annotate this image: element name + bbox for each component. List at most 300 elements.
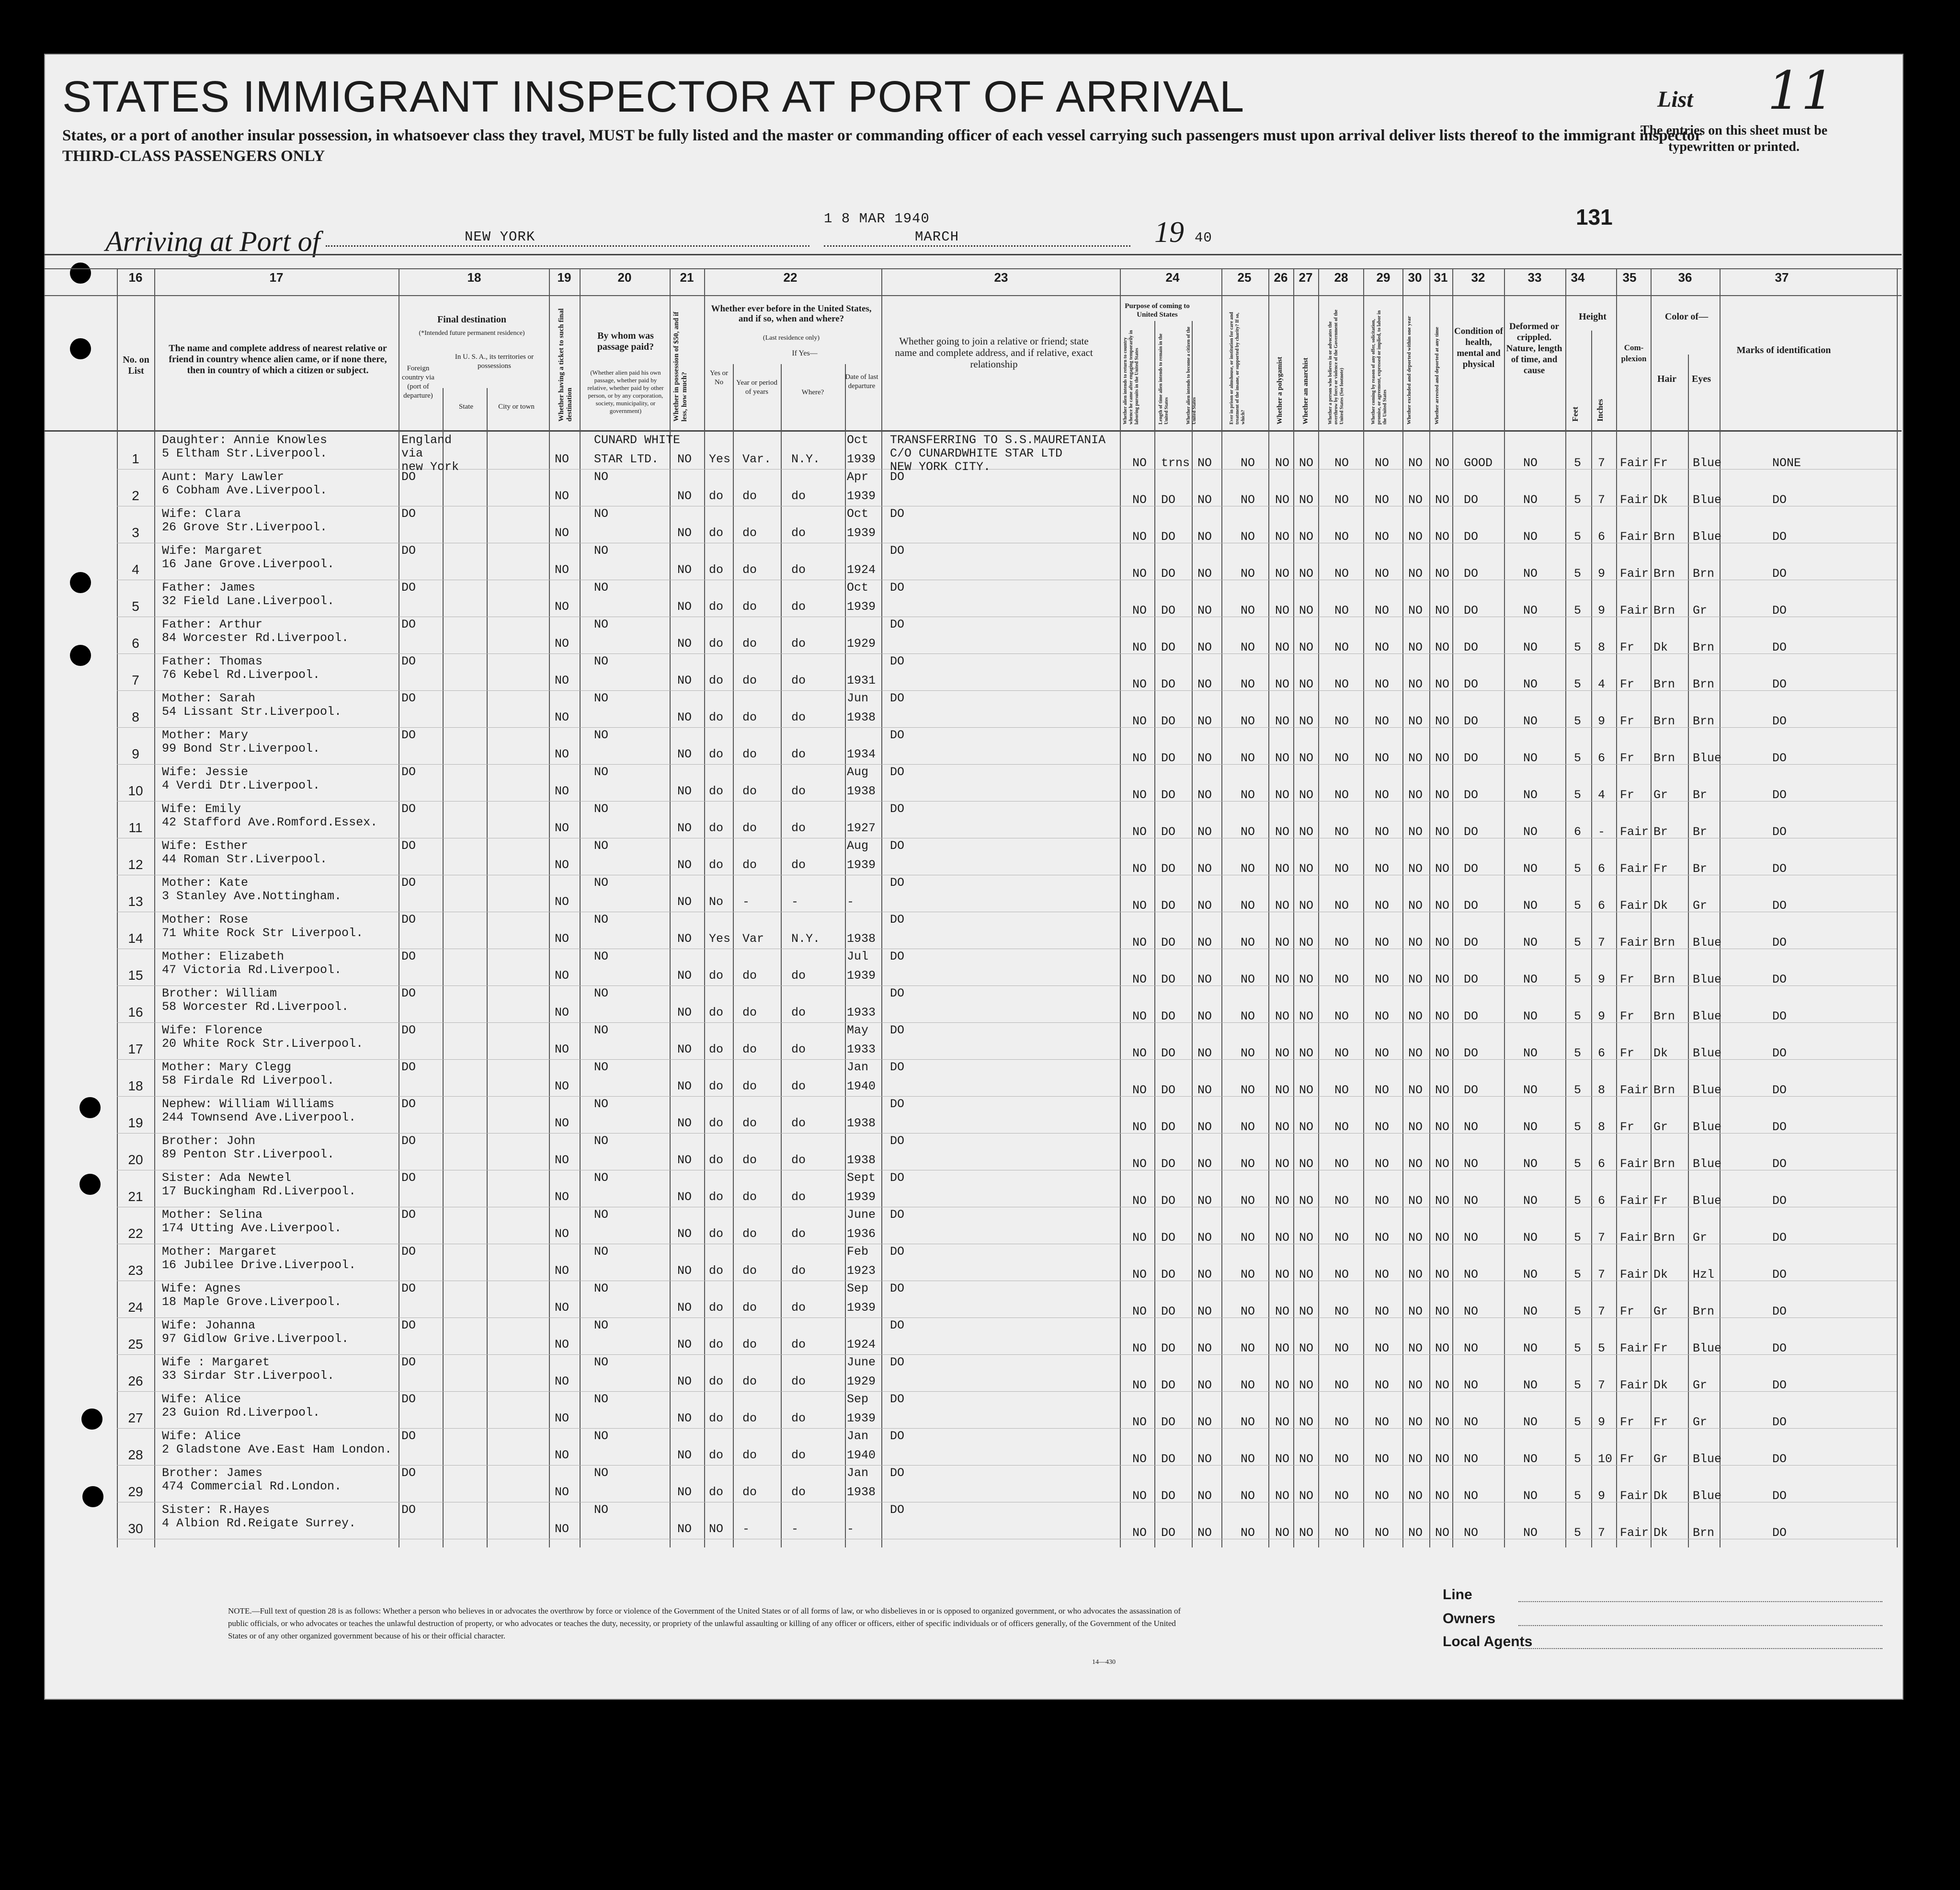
joining-value: DO xyxy=(890,1060,905,1074)
purpose-return: NO xyxy=(1132,1231,1147,1245)
foreign-country: England xyxy=(401,433,452,447)
departure-year: 1939 xyxy=(847,489,876,503)
ticket-value: NO xyxy=(555,489,570,503)
q28-value: NO xyxy=(1334,1120,1349,1134)
relative-name: Wife : Margaret xyxy=(162,1355,270,1369)
q29-value: NO xyxy=(1375,530,1390,544)
excluded-value: NO xyxy=(1408,1489,1423,1503)
prison-value: NO xyxy=(1241,1268,1255,1282)
purpose-citizen: NO xyxy=(1197,862,1212,876)
complexion-value: Fair xyxy=(1620,1083,1649,1097)
health-value: NO xyxy=(1464,1194,1479,1208)
sheet-number: 131 xyxy=(1576,205,1613,229)
height-feet: 5 xyxy=(1574,493,1582,507)
complexion-value: Fr xyxy=(1620,1046,1635,1060)
year-period-value: - xyxy=(742,1522,750,1536)
purpose-length: DO xyxy=(1161,1120,1176,1134)
ever-before-value: do xyxy=(709,1338,724,1352)
year-suffix: 40 xyxy=(1195,230,1212,246)
eyes-value: Brn xyxy=(1693,677,1715,691)
money-value: NO xyxy=(677,895,692,909)
column-number: 18 xyxy=(467,270,481,285)
height-feet: 5 xyxy=(1574,1452,1582,1466)
purpose-return: NO xyxy=(1132,714,1147,728)
anarchist-value: NO xyxy=(1299,530,1314,544)
height-inches: 7 xyxy=(1598,456,1606,470)
relative-address: 4 Verdi Dtr.Liverpool. xyxy=(162,779,320,792)
departure-month: Sept xyxy=(847,1171,876,1185)
q29-value: NO xyxy=(1375,936,1390,950)
eyes-value: Gr xyxy=(1693,899,1708,913)
deformed-value: NO xyxy=(1523,1194,1538,1208)
purpose-return: NO xyxy=(1132,936,1147,950)
eyes-value: Blue xyxy=(1693,751,1722,765)
height-feet: 5 xyxy=(1574,677,1582,691)
height-feet: 5 xyxy=(1574,456,1582,470)
q28-value: NO xyxy=(1334,751,1349,765)
prison-value: NO xyxy=(1241,567,1255,581)
where-value: do xyxy=(791,1153,806,1167)
complexion-value: Fair xyxy=(1620,1157,1649,1171)
deformed-value: NO xyxy=(1523,567,1538,581)
purpose-citizen: NO xyxy=(1197,751,1212,765)
money-value: NO xyxy=(677,747,692,761)
purpose-length: DO xyxy=(1161,1452,1176,1466)
header-final-destination: Final destination xyxy=(437,314,506,325)
q29-value: NO xyxy=(1375,1194,1390,1208)
ever-before-value: do xyxy=(709,1190,724,1204)
q29-value: NO xyxy=(1375,862,1390,876)
header-marks: Marks of identification xyxy=(1736,345,1831,355)
departure-year: 1938 xyxy=(847,1485,876,1499)
polygamist-value: NO xyxy=(1275,677,1290,691)
year-period-value: do xyxy=(742,1006,757,1019)
health-value: NO xyxy=(1464,1341,1479,1355)
hair-value: Fr xyxy=(1653,1341,1668,1355)
purpose-length: DO xyxy=(1161,1526,1176,1540)
relative-address: 89 Penton Str.Liverpool. xyxy=(162,1147,335,1161)
entries-note: The entries on this sheet must be typewritten or printed. xyxy=(1640,123,1828,154)
foreign-country: DO xyxy=(401,802,416,816)
health-value: DO xyxy=(1464,899,1479,913)
foreign-country: DO xyxy=(401,1060,416,1074)
row-number: 5 xyxy=(132,599,139,614)
eyes-value: Gr xyxy=(1693,1415,1708,1429)
height-feet: 5 xyxy=(1574,1157,1582,1171)
anarchist-value: NO xyxy=(1299,641,1314,654)
height-feet: 5 xyxy=(1574,530,1582,544)
foreign-country: DO xyxy=(401,986,416,1000)
purpose-length: DO xyxy=(1161,1341,1176,1355)
purpose-citizen: NO xyxy=(1197,825,1212,839)
height-feet: 5 xyxy=(1574,714,1582,728)
relative-address: 47 Victoria Rd.Liverpool. xyxy=(162,963,342,977)
ticket-value: NO xyxy=(555,1116,570,1130)
deported-value: NO xyxy=(1435,1341,1450,1355)
health-value: NO xyxy=(1464,1415,1479,1429)
row-number: 14 xyxy=(128,931,143,946)
money-value: NO xyxy=(677,858,692,872)
relative-address: 58 Worcester Rd.Liverpool. xyxy=(162,1000,349,1014)
year-period-value: Var xyxy=(742,932,764,946)
passage-paid: NO xyxy=(594,507,609,521)
foreign-country: DO xyxy=(401,839,416,853)
anarchist-value: NO xyxy=(1299,1009,1314,1023)
stamp-date: 1 8 MAR 1940 xyxy=(824,211,930,227)
row-number: 22 xyxy=(128,1226,143,1241)
excluded-value: NO xyxy=(1408,1305,1423,1318)
marks-value: DO xyxy=(1772,788,1787,802)
relative-name: Wife: Jessie xyxy=(162,765,249,779)
relative-name: Mother: Elizabeth xyxy=(162,950,285,963)
eyes-value: Hzl xyxy=(1693,1268,1715,1282)
eyes-value: Blue xyxy=(1693,1157,1722,1171)
purpose-length: DO xyxy=(1161,714,1176,728)
relative-address: 244 Townsend Ave.Liverpool. xyxy=(162,1111,356,1124)
departure-month: Jul xyxy=(847,950,869,963)
eyes-value: Blue xyxy=(1693,1083,1722,1097)
polygamist-value: NO xyxy=(1275,1046,1290,1060)
row-number: 12 xyxy=(128,857,143,872)
header-yes-no: Yes or No xyxy=(709,369,729,386)
purpose-citizen: NO xyxy=(1197,1083,1212,1097)
departure-year: 1933 xyxy=(847,1006,876,1019)
height-feet: 6 xyxy=(1574,825,1582,839)
passage-paid: NO xyxy=(594,618,609,631)
marks-value: DO xyxy=(1772,936,1787,950)
eyes-value: Blue xyxy=(1693,456,1722,470)
relative-name: Aunt: Mary Lawler xyxy=(162,470,285,484)
ticket-value: NO xyxy=(555,526,570,540)
column-number: 31 xyxy=(1434,270,1448,285)
header-polygamist: Whether a polygamist xyxy=(1276,356,1284,424)
ticket-value: NO xyxy=(555,1153,570,1167)
header-if-yes: If Yes— xyxy=(792,349,818,357)
health-value: GOOD xyxy=(1464,456,1493,470)
passage-paid: NO xyxy=(594,1060,609,1074)
ever-before-value: Yes xyxy=(709,932,731,946)
column-number: 20 xyxy=(617,270,632,285)
year-period-value: do xyxy=(742,784,757,798)
eyes-value: Blue xyxy=(1693,936,1722,950)
deported-value: NO xyxy=(1435,493,1450,507)
purpose-citizen: NO xyxy=(1197,1378,1212,1392)
deported-value: NO xyxy=(1435,1268,1450,1282)
q28-value: NO xyxy=(1334,530,1349,544)
relative-name: Sister: Ada Newtel xyxy=(162,1171,292,1185)
foreign-country: DO xyxy=(401,1392,416,1406)
excluded-value: NO xyxy=(1408,825,1423,839)
excluded-value: NO xyxy=(1408,1194,1423,1208)
year-period-value: do xyxy=(742,526,757,540)
hair-value: Brn xyxy=(1653,567,1675,581)
ever-before-value: NO xyxy=(709,1522,724,1536)
height-inches: 7 xyxy=(1598,1378,1606,1392)
hair-value: Dk xyxy=(1653,1526,1668,1540)
relative-address: 76 Kebel Rd.Liverpool. xyxy=(162,668,320,682)
relative-address: 174 Utting Ave.Liverpool. xyxy=(162,1221,342,1235)
q29-value: NO xyxy=(1375,788,1390,802)
column-number: 21 xyxy=(680,270,694,285)
ticket-value: NO xyxy=(555,1227,570,1241)
purpose-return: NO xyxy=(1132,1120,1147,1134)
deformed-value: NO xyxy=(1523,456,1538,470)
relative-address: 33 Sirdar Str.Liverpool. xyxy=(162,1369,335,1383)
hair-value: Brn xyxy=(1653,936,1675,950)
deported-value: NO xyxy=(1435,1305,1450,1318)
purpose-citizen: NO xyxy=(1197,1452,1212,1466)
health-value: DO xyxy=(1464,862,1479,876)
joining-line-3: NEW YORK CITY. xyxy=(890,460,991,474)
departure-year: 1939 xyxy=(847,858,876,872)
height-inches: 9 xyxy=(1598,1415,1606,1429)
marks-value: DO xyxy=(1772,493,1787,507)
row-number: 17 xyxy=(128,1042,143,1056)
hair-value: Gr xyxy=(1653,1452,1668,1466)
deported-value: NO xyxy=(1435,1378,1450,1392)
purpose-length: DO xyxy=(1161,641,1176,654)
purpose-citizen: NO xyxy=(1197,788,1212,802)
q28-value: NO xyxy=(1334,1083,1349,1097)
anarchist-value: NO xyxy=(1299,1157,1314,1171)
deformed-value: NO xyxy=(1523,936,1538,950)
departure-month: Aug xyxy=(847,765,869,779)
ever-before-value: do xyxy=(709,747,724,761)
passage-paid: NO xyxy=(594,1134,609,1148)
health-value: NO xyxy=(1464,1268,1479,1282)
q29-value: NO xyxy=(1375,899,1390,913)
prison-value: NO xyxy=(1241,677,1255,691)
marks-value: DO xyxy=(1772,530,1787,544)
prison-value: NO xyxy=(1241,788,1255,802)
row-number: 13 xyxy=(128,894,143,909)
relative-name: Mother: Margaret xyxy=(162,1245,277,1259)
polygamist-value: NO xyxy=(1275,1231,1290,1245)
deported-value: NO xyxy=(1435,567,1450,581)
prison-value: NO xyxy=(1241,1341,1255,1355)
where-value: N.Y. xyxy=(791,452,820,466)
height-feet: 5 xyxy=(1574,1378,1582,1392)
passage-paid: NO xyxy=(594,1318,609,1332)
deformed-value: NO xyxy=(1523,1305,1538,1318)
departure-month: Oct xyxy=(847,581,869,595)
prison-value: NO xyxy=(1241,604,1255,618)
marks-value: NONE xyxy=(1772,456,1801,470)
where-value: N.Y. xyxy=(791,932,820,946)
relative-address: 5 Eltham Str.Liverpool. xyxy=(162,447,328,460)
relative-address: 16 Jane Grove.Liverpool. xyxy=(162,557,335,571)
joining-value: DO xyxy=(890,1208,905,1222)
excluded-value: NO xyxy=(1408,714,1423,728)
column-number: 36 xyxy=(1678,270,1692,285)
foreign-country: DO xyxy=(401,1318,416,1332)
binder-hole xyxy=(70,645,91,666)
complexion-value: Fr xyxy=(1620,714,1635,728)
ever-before-value: do xyxy=(709,1375,724,1388)
complexion-value: Fr xyxy=(1620,973,1635,986)
where-value: do xyxy=(791,600,806,614)
height-inches: 6 xyxy=(1598,862,1606,876)
purpose-return: NO xyxy=(1132,1526,1147,1540)
purpose-length: DO xyxy=(1161,493,1176,507)
money-value: NO xyxy=(677,1338,692,1352)
q29-value: NO xyxy=(1375,1157,1390,1171)
prison-value: NO xyxy=(1241,862,1255,876)
year-prefix: 19 xyxy=(1154,216,1184,249)
excluded-value: NO xyxy=(1408,1009,1423,1023)
header-health: Condition of health, mental and physical xyxy=(1454,326,1503,369)
relative-address: 18 Maple Grove.Liverpool. xyxy=(162,1295,342,1309)
departure-year: 1927 xyxy=(847,821,876,835)
where-value: do xyxy=(791,1448,806,1462)
ticket-value: NO xyxy=(555,1375,570,1388)
hair-value: Fr xyxy=(1653,456,1668,470)
q28-value: NO xyxy=(1334,1452,1349,1466)
prison-value: NO xyxy=(1241,1009,1255,1023)
anarchist-value: NO xyxy=(1299,825,1314,839)
header-excluded: Whether excluded and deported within one year xyxy=(1406,316,1412,424)
relative-address: 23 Guion Rd.Liverpool. xyxy=(162,1406,320,1420)
passage-paid: NO xyxy=(594,950,609,963)
row-number: 26 xyxy=(128,1374,143,1388)
year-period-value: do xyxy=(742,563,757,577)
column-number: 17 xyxy=(269,270,284,285)
marks-value: DO xyxy=(1772,1009,1787,1023)
complexion-value: Fair xyxy=(1620,825,1649,839)
header-hair: Hair xyxy=(1657,374,1676,384)
eyes-value: Blue xyxy=(1693,1194,1722,1208)
hair-value: Gr xyxy=(1653,788,1668,802)
purpose-length: DO xyxy=(1161,1231,1176,1245)
excluded-value: NO xyxy=(1408,936,1423,950)
joining-value: DO xyxy=(890,1392,905,1406)
foreign-country: DO xyxy=(401,1208,416,1222)
departure-year: 1939 xyxy=(847,452,876,466)
deformed-value: NO xyxy=(1523,1157,1538,1171)
complexion-value: Fair xyxy=(1620,1268,1649,1282)
hair-value: Brn xyxy=(1653,604,1675,618)
row-number: 4 xyxy=(132,562,139,577)
header-deported: Whether arrested and deported at any time xyxy=(1434,327,1440,424)
agents-label: Local Agents xyxy=(1443,1634,1533,1649)
prison-value: NO xyxy=(1241,936,1255,950)
eyes-value: Blue xyxy=(1693,1009,1722,1023)
departure-year: 1938 xyxy=(847,710,876,724)
eyes-value: Blue xyxy=(1693,1452,1722,1466)
ticket-value: NO xyxy=(555,1079,570,1093)
ever-before-value: do xyxy=(709,600,724,614)
departure-month: Jun xyxy=(847,691,869,705)
ticket-value: NO xyxy=(555,710,570,724)
anarchist-value: NO xyxy=(1299,1046,1314,1060)
anarchist-value: NO xyxy=(1299,1526,1314,1540)
header-q29: Whether coming by reason of any offer, solicitation, promise, or agreement, expressed or implied, to labor in the United States xyxy=(1371,310,1388,424)
height-inches: 7 xyxy=(1598,1305,1606,1318)
departure-month: June xyxy=(847,1208,876,1222)
complexion-value: Fair xyxy=(1620,567,1649,581)
height-feet: 5 xyxy=(1574,1194,1582,1208)
ever-before-value: do xyxy=(709,1485,724,1499)
excluded-value: NO xyxy=(1408,788,1423,802)
deported-value: NO xyxy=(1435,825,1450,839)
header-city: City or town xyxy=(498,403,535,411)
year-period-value: do xyxy=(742,1153,757,1167)
deformed-value: NO xyxy=(1523,1009,1538,1023)
hair-value: Dk xyxy=(1653,1046,1668,1060)
purpose-citizen: NO xyxy=(1197,899,1212,913)
year-period-value: do xyxy=(742,821,757,835)
deported-value: NO xyxy=(1435,604,1450,618)
height-inches: 8 xyxy=(1598,641,1606,654)
ever-before-value: do xyxy=(709,637,724,651)
passage-paid-2: STAR LTD. xyxy=(594,452,659,466)
deformed-value: NO xyxy=(1523,1341,1538,1355)
joining-line-2: C/O CUNARDWHITE STAR LTD xyxy=(890,447,1063,460)
year-period-value: do xyxy=(742,969,757,983)
purpose-return: NO xyxy=(1132,604,1147,618)
departure-year: 1929 xyxy=(847,637,876,651)
where-value: do xyxy=(791,969,806,983)
port-field: NEW YORK xyxy=(465,229,536,245)
marks-value: DO xyxy=(1772,1120,1787,1134)
purpose-return: NO xyxy=(1132,825,1147,839)
where-value: do xyxy=(791,821,806,835)
relative-name: Brother: John xyxy=(162,1134,256,1148)
excluded-value: NO xyxy=(1408,1231,1423,1245)
footnote-question-28: NOTE.—Full text of question 28 is as follows: Whether a person who believes in or advocates the overthrow by force or violence of the Government of the United States or of all forms of law, or who disbelieves in or is opposed to organized government, or who advocates the assassination of public officials, or who advocates or teaches the unlawful destruction of property, or who advocates or teaches the duty, necessity, or propriety of the unlawful assaulting or killing of any officer or officers, either of specific individuals or of officers generally, of the Government of the United States or of any other organized government because of his or their official character. xyxy=(228,1606,1181,1640)
anarchist-value: NO xyxy=(1299,1231,1314,1245)
eyes-value: Gr xyxy=(1693,604,1708,618)
row-number: 3 xyxy=(132,525,139,540)
complexion-value: Fair xyxy=(1620,1341,1649,1355)
deported-value: NO xyxy=(1435,1083,1450,1097)
deported-value: NO xyxy=(1435,1452,1450,1466)
purpose-length: DO xyxy=(1161,788,1176,802)
anarchist-value: NO xyxy=(1299,1120,1314,1134)
joining-value: DO xyxy=(890,618,905,631)
row-number: 8 xyxy=(132,710,139,724)
purpose-return: NO xyxy=(1132,788,1147,802)
height-inches: 10 xyxy=(1598,1452,1613,1466)
eyes-value: Brn xyxy=(1693,714,1715,728)
money-value: NO xyxy=(677,1116,692,1130)
purpose-length: DO xyxy=(1161,1194,1176,1208)
prison-value: NO xyxy=(1241,530,1255,544)
money-value: NO xyxy=(677,1153,692,1167)
header-state: State xyxy=(459,403,473,411)
complexion-value: Fair xyxy=(1620,899,1649,913)
eyes-value: Gr xyxy=(1693,1231,1708,1245)
complexion-value: Fair xyxy=(1620,493,1649,507)
prison-value: NO xyxy=(1241,493,1255,507)
joining-value: DO xyxy=(890,728,905,742)
marks-value: DO xyxy=(1772,1231,1787,1245)
money-value: NO xyxy=(677,710,692,724)
column-number: 16 xyxy=(128,270,143,285)
q28-value: NO xyxy=(1334,714,1349,728)
height-feet: 5 xyxy=(1574,973,1582,986)
relative-name: Wife: Esther xyxy=(162,839,249,853)
prison-value: NO xyxy=(1241,641,1255,654)
purpose-return: NO xyxy=(1132,1046,1147,1060)
polygamist-value: NO xyxy=(1275,456,1290,470)
ticket-value: NO xyxy=(555,1448,570,1462)
header-inches: Inches xyxy=(1595,399,1605,422)
complexion-value: Fr xyxy=(1620,641,1635,654)
purpose-citizen: NO xyxy=(1197,714,1212,728)
relative-address: 16 Jubilee Drive.Liverpool. xyxy=(162,1258,356,1272)
purpose-citizen: NO xyxy=(1197,973,1212,986)
